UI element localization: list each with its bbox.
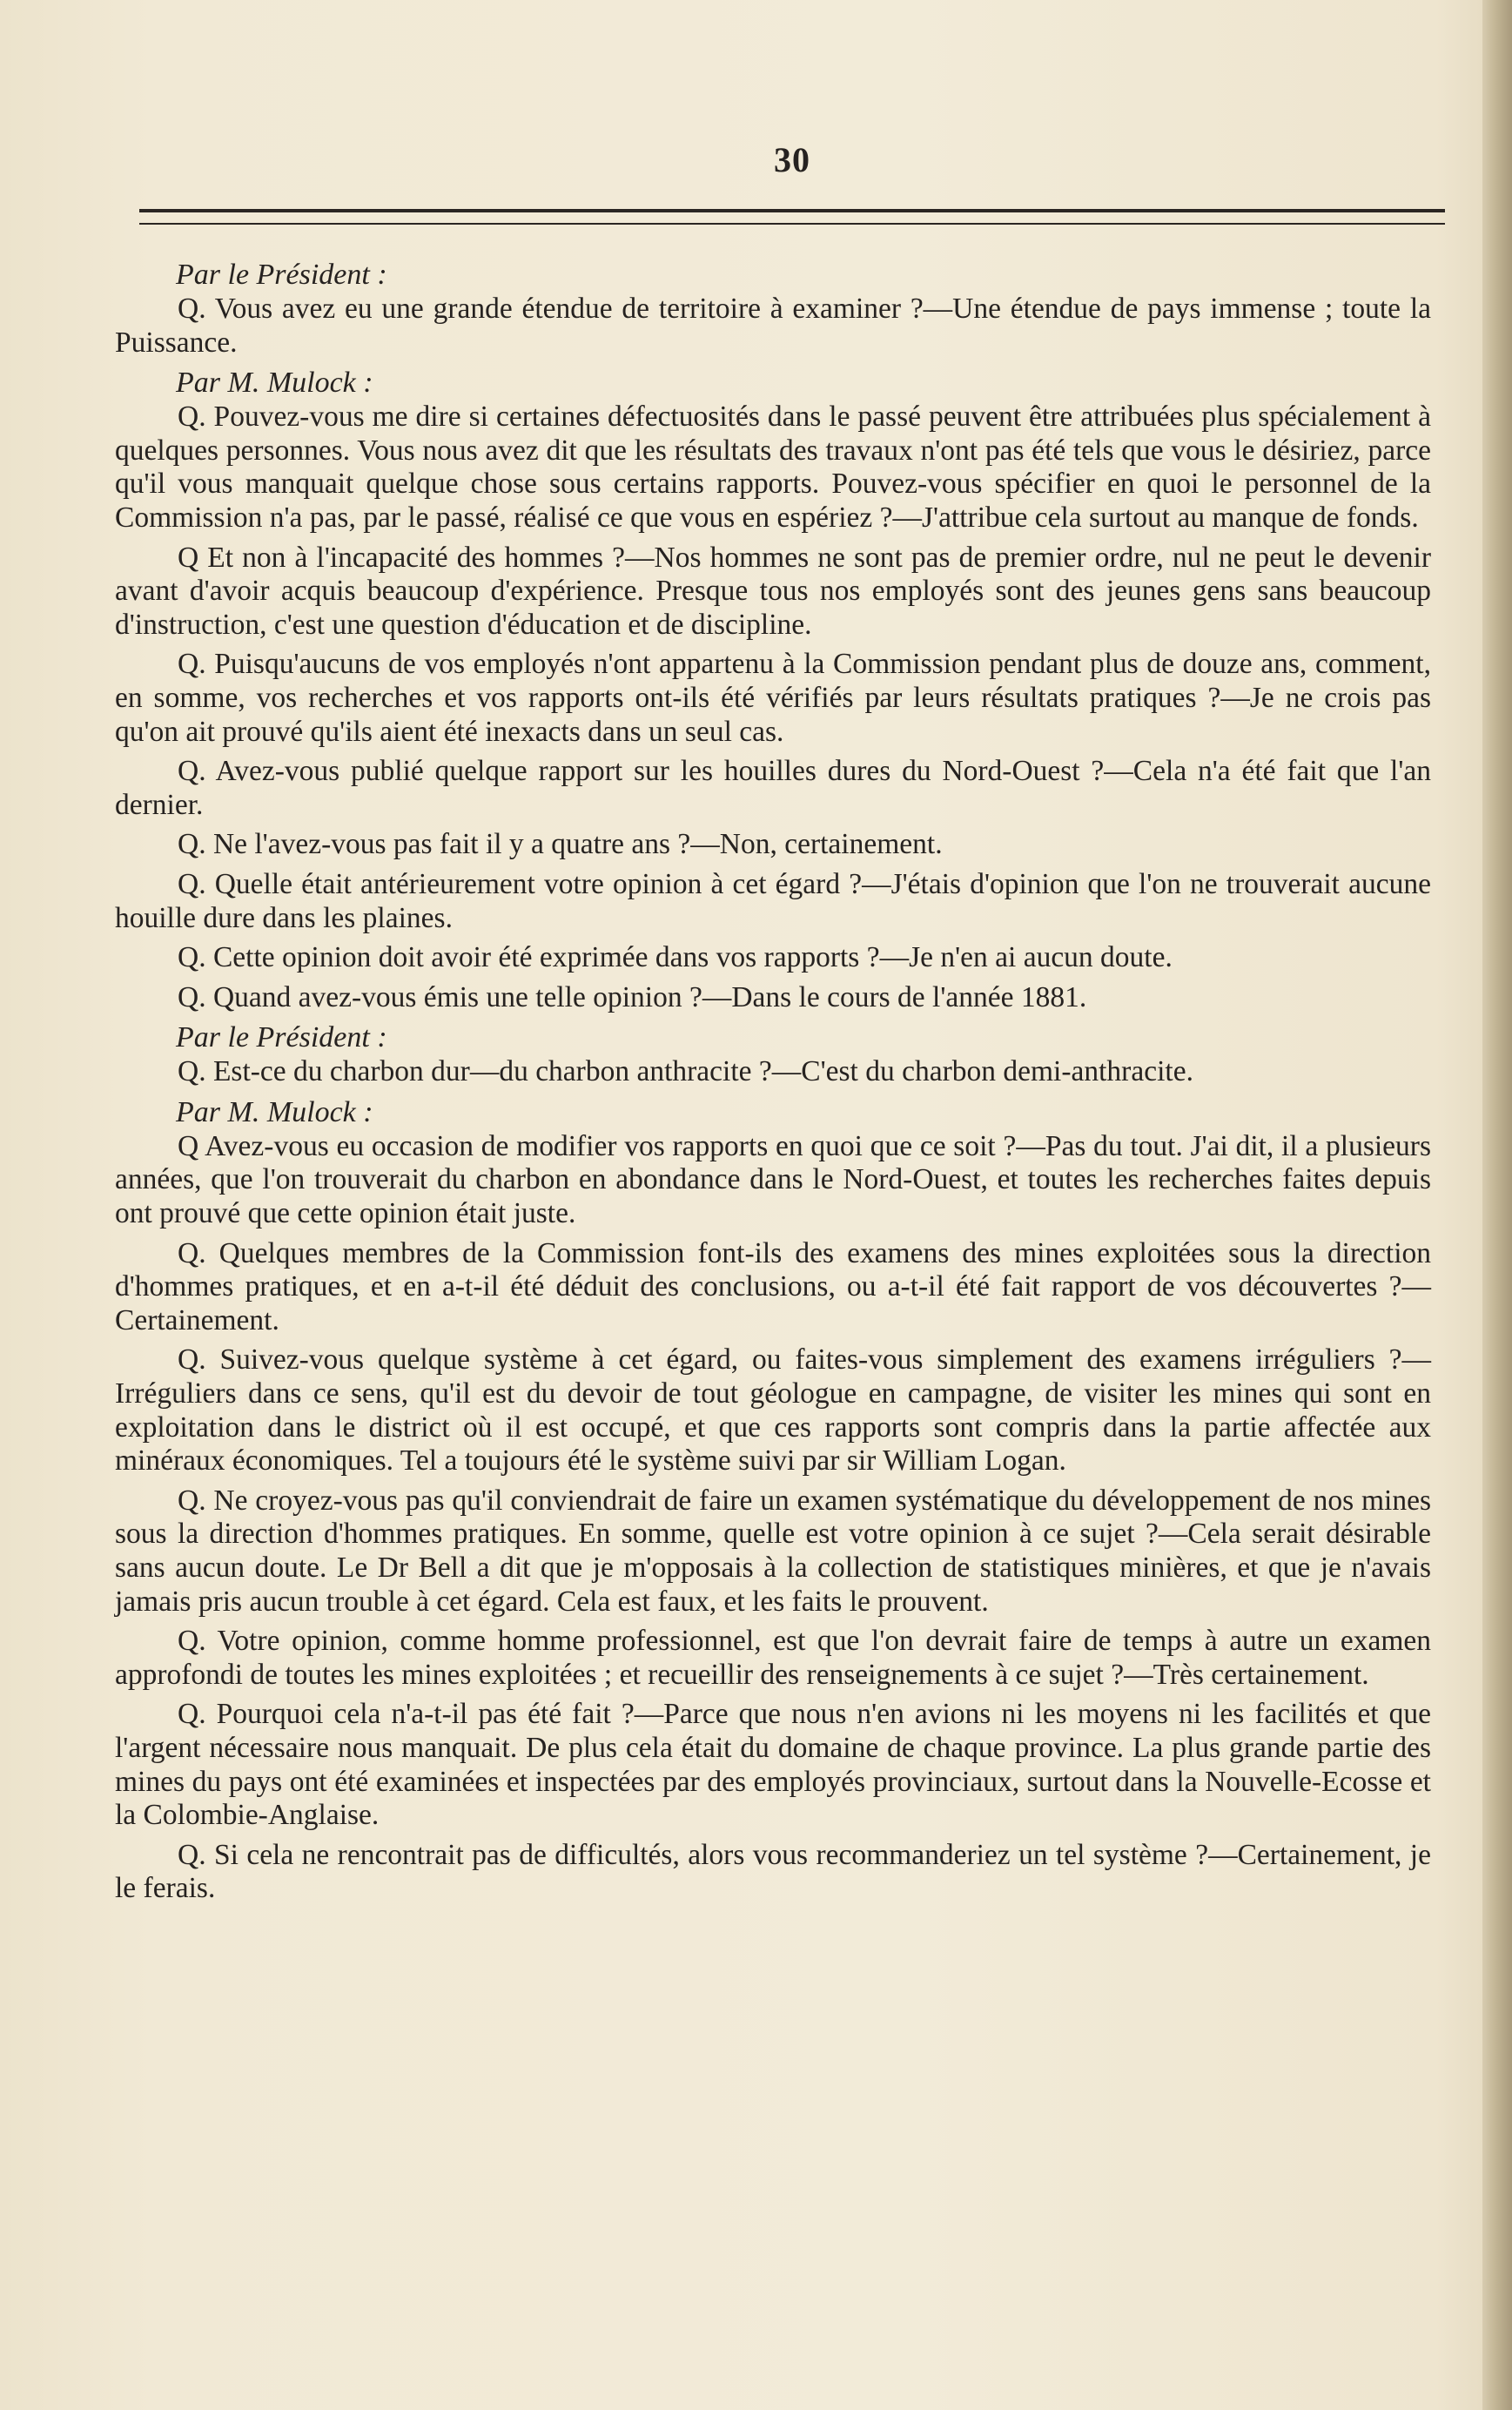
question-paragraph: Q. Suivez-vous quelque système à cet égard, ou faites-vous simplement des examens irréguliers ?—Irréguliers dans ce sens, qu'il est du devoir de tout géologue en campagne, de visiter les mines qui sont en exploitation dans le district où il est occupé, et que ces rapports sont compris dans la partie affectée aux minéraux économiques. Tel a toujours été le système suivi par sir William Logan. <box>115 1343 1431 1478</box>
question-paragraph: Q. Ne croyez-vous pas qu'il conviendrait de faire un examen systématique du développement de nos mines sous la direction d'hommes pratiques. En somme, quelle est votre opinion à ce sujet ?—Cela serait désirable sans aucun doute. Le Dr Bell a dit que je m'opposais à la collection de statistiques minières, et que je n'avais jamais pris aucun trouble à cet égard. Cela est faux, et les faits le prouvent. <box>115 1484 1431 1618</box>
question-paragraph: Q. Quelques membres de la Commission font-ils des examens des mines exploitées sous la direction d'hommes pratiques, et en a-t-il été déduit des conclusions, ou a-t-il été fait rapport de vos découvertes ?—Certainement. <box>115 1236 1431 1336</box>
page-number: 30 <box>774 140 810 179</box>
question-paragraph: Q Avez-vous eu occasion de modifier vos rapports en quoi que ce soit ?—Pas du tout. J'ai dit, il a plusieurs années, que l'on trouverait du charbon en abondance dans le Nord-Ouest, et toutes les recherches faites depuis ont prouvé que cette opinion était juste. <box>115 1129 1431 1230</box>
question-paragraph: Q. Pourquoi cela n'a-t-il pas été fait ?—Parce que nous n'en avions ni les moyens ni les facilités et que l'argent nécessaire nous manquait. De plus cela était du domaine de chaque province. La plus grande partie des mines du pays ont été examinées et inspectées par des employés provinciaux, surtout dans la Nouvelle-Ecosse et la Colombie-Anglaise. <box>115 1698 1431 1832</box>
question-paragraph: Q. Ne l'avez-vous pas fait il y a quatre ans ?—Non, certainement. <box>178 828 943 861</box>
question-paragraph: Q. Quand avez-vous émis une telle opinion ?—Dans le cours de l'année 1881. <box>178 980 1087 1013</box>
header-rule-thick <box>139 209 1445 212</box>
header-rule-thin <box>139 223 1445 225</box>
question-paragraph: Q. Est-ce du charbon dur—du charbon anthracite ?—C'est du charbon demi-anthracite. <box>178 1055 1193 1088</box>
question-paragraph: Q. Pouvez-vous me dire si certaines défectuosités dans le passé peuvent être attribuées plus spécialement à quelques personnes. Vous nous avez dit que les résultats des travaux n'ont pas été tels que vous le désiriez, parce qu'il vous manquait quelque chose sous certains rapports. Pouvez-vous spécifier en quoi le personnel de la Commission n'a pas, par le passé, réalisé ce que vous en espériez ?—J'attribue cela surtout au manque de fonds. <box>115 401 1431 534</box>
question-paragraph: Q. Puisqu'aucuns de vos employés n'ont appartenu à la Commission pendant plus de douze ans, comment, en somme, vos recherches et vos rapports ont-ils été vérifiés par leurs résultats pratiques ?—Je ne crois pas qu'on ait prouvé qu'ils aient été inexacts dans un seul cas. <box>115 648 1431 748</box>
page-body <box>115 258 1431 1906</box>
question-paragraph: Q. Cette opinion doit avoir été exprimée dans vos rapports ?—Je n'en ai aucun doute. <box>178 941 1173 974</box>
speaker-heading: Par le Président : <box>176 1021 387 1054</box>
speaker-heading: Par M. Mulock : <box>176 367 373 400</box>
page-edge-shadow <box>1482 0 1512 2410</box>
question-paragraph: Q. Vous avez eu une grande étendue de territoire à examiner ?—Une étendue de pays immense ; toute la Puissance. <box>115 293 1431 359</box>
question-paragraph: Q Et non à l'incapacité des hommes ?—Nos hommes ne sont pas de premier ordre, nul ne peut le devenir avant d'avoir acquis beaucoup d'expérience. Presque tous nos employés sont des jeunes gens sans beaucoup d'instruction, c'est une question d'éducation et de discipline. <box>115 541 1431 641</box>
speaker-heading: Par M. Mulock : <box>176 1095 373 1128</box>
speaker-heading: Par le Président : <box>176 259 387 291</box>
question-paragraph: Q. Quelle était antérieurement votre opinion à cet égard ?—J'étais d'opinion que l'on ne trouverait aucune houille dure dans les plaines. <box>115 867 1431 934</box>
question-paragraph: Q. Votre opinion, comme homme professionnel, est que l'on devrait faire de temps à autre un examen approfondi de toutes les mines exploitées ; et recueillir des renseignements à ce sujet ?—Très certainement. <box>115 1625 1431 1691</box>
question-paragraph: Q. Si cela ne rencontrait pas de difficultés, alors vous recommanderiez un tel système ?—Certainement, je le ferais. <box>115 1838 1431 1905</box>
question-paragraph: Q. Avez-vous publié quelque rapport sur les houilles dures du Nord-Ouest ?—Cela n'a été fait que l'an dernier. <box>115 755 1431 821</box>
